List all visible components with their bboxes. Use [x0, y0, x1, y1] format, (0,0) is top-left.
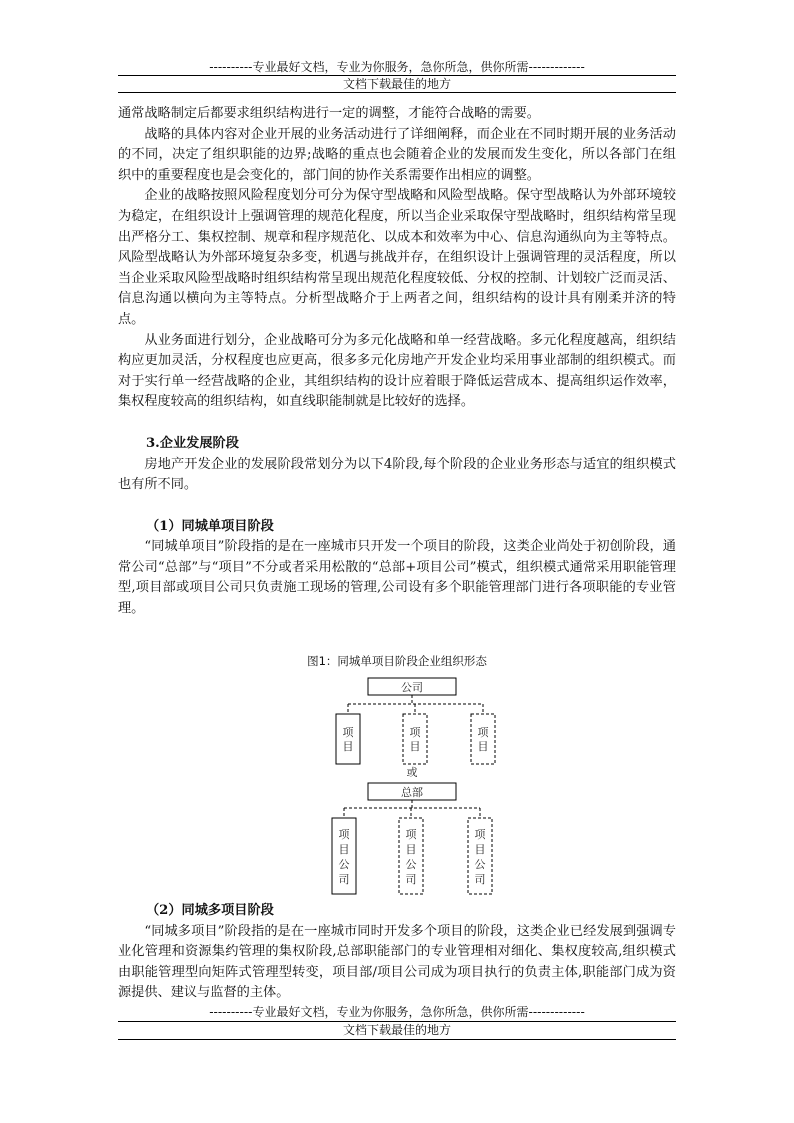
project-company-char: 公 — [474, 858, 486, 871]
paragraph: “同城多项目”阶段指的是在一座城市同时开发多个项目的阶段，这类企业已经发展到强调专业化管理和资源集约管理的集权阶段,总部职能部门的专业管理相对细化、集权度较高,组织模式由职能管理型向矩阵式管理型转变，项目部/项目公司成为项目执行的负责主体,职能部门成为资源提供、建议与监督的主体。 — [118, 923, 676, 1001]
project-company-char: 司 — [474, 873, 486, 886]
footer-slogan: ----------专业最好文档，专业为你服务，急你所急，供你所需------------- — [209, 1005, 585, 1019]
project-node — [471, 714, 495, 764]
or-label: 或 — [406, 766, 418, 779]
company-node — [368, 678, 456, 695]
project-company-char: 司 — [338, 873, 350, 886]
paragraph: 从业务面进行划分，企业战略可分为多元化战略和单一经营战略。多元化程度越高，组织结构应更加灵活，分权程度也应更高，很多多元化房地产开发企业均采用事业部制的组织模式。而对于实行单一经营战略的企业，其组织结构的设计应着眼于降低运营成本、提高组织运作效率，集权程度较高的组织结构，如直线职能制就是比较好的选择。 — [118, 332, 676, 410]
project-company-char: 项 — [338, 828, 350, 841]
project-company-char: 项 — [405, 828, 417, 841]
header-rule-bottom — [118, 92, 676, 93]
project-company-char: 项 — [474, 828, 486, 841]
paragraph: 企业的战略按照风险程度划分可分为保守型战略和风险型战略。保守型战略认为外部环境较为稳定，在组织设计上强调管理的规范化程度，所以当企业采取保守型战略时，组织结构常呈现出严格分工、集权控制、规章和程序规范化、以成本和效率为中心、信息沟通纵向为主等特点。风险型战略认为外部环境复杂多变，机遇与挑战并存，在组织设计上强调管理的灵活程度，所以当企业采取风险型战略时组织结构常呈现出规范化程度较低、分权的控制、计划较广泛而灵活、信息沟通以横向为主等特点。分析型战略介于上两者之间，组织结构的设计具有刚柔并济的特点。 — [118, 188, 676, 327]
header-subtitle: 文档下载最佳的地方 — [342, 77, 451, 91]
project-company-char: 目 — [405, 843, 417, 856]
header-rule — [118, 75, 676, 76]
svg-text:目: 目 — [477, 740, 489, 753]
project-company-label — [475, 828, 487, 886]
company-node-label: 公司 — [401, 681, 423, 694]
project-company-char: 目 — [474, 843, 486, 856]
body-lower — [118, 901, 676, 1004]
footer-rule — [118, 1021, 676, 1022]
project-company-node — [468, 818, 492, 894]
svg-text:目: 目 — [409, 740, 421, 753]
project-company-char: 公 — [405, 858, 417, 871]
footer-rule-bottom — [118, 1039, 676, 1040]
project-company-node — [332, 818, 356, 894]
paragraph: 战略的具体内容对企业开展的业务活动进行了详细阐释，而企业在不同时期开展的业务活动的不同，决定了组织职能的边界;战略的重点也会随着企业的发展而发生变化，所以各部门在组织中的重要程度也是会变化的，部门间的协作关系需要作出相应的调整。 — [118, 126, 676, 183]
project-company-label — [406, 828, 418, 886]
section-heading: 3.企业发展阶段 — [146, 435, 239, 451]
hq-node-label: 总部 — [401, 786, 423, 799]
svg-text:项: 项 — [409, 726, 421, 739]
svg-text:目: 目 — [342, 740, 354, 753]
project-company-label — [339, 828, 351, 886]
paragraph: “同城单项目”阶段指的是在一座城市只开发一个项目的阶段，这类企业尚处于初创阶段，通常公司“总部”与“项目”不分或者采用松散的“总部+项目公司”模式，组织模式通常采用职能管理型,项目部或项目公司只负责施工现场的管理,公司设有多个职能管理部门进行各项职能的专业管理。 — [118, 539, 676, 617]
project-company-char: 公 — [338, 858, 350, 871]
figure-caption: 图1：同城单项目阶段企业组织形态 — [307, 654, 487, 668]
project-node — [403, 714, 427, 764]
body-upper — [118, 104, 676, 620]
project-company-char: 司 — [405, 873, 417, 886]
paragraph: 通常战略制定后都要求组织结构进行一定的调整，才能符合战略的需要。 — [118, 106, 540, 121]
footer-subtitle: 文档下载最佳的地方 — [342, 1023, 451, 1037]
svg-text:项: 项 — [477, 726, 489, 739]
hq-node — [368, 783, 456, 800]
project-company-node — [399, 818, 423, 894]
project-node — [336, 714, 360, 764]
paragraph: 房地产开发企业的发展阶段常划分为以下4阶段,每个阶段的企业业务形态与适宜的组织模式也有所不同。 — [118, 456, 676, 493]
project-node-label: 项 — [342, 726, 354, 739]
project-company-char: 目 — [338, 843, 350, 856]
subsection-heading: （2）同城多项目阶段 — [146, 903, 274, 918]
subsection-heading: （1）同城单项目阶段 — [146, 518, 274, 534]
header-slogan: ----------专业最好文档，专业为你服务，急你所急，供你所需------------- — [209, 60, 585, 74]
